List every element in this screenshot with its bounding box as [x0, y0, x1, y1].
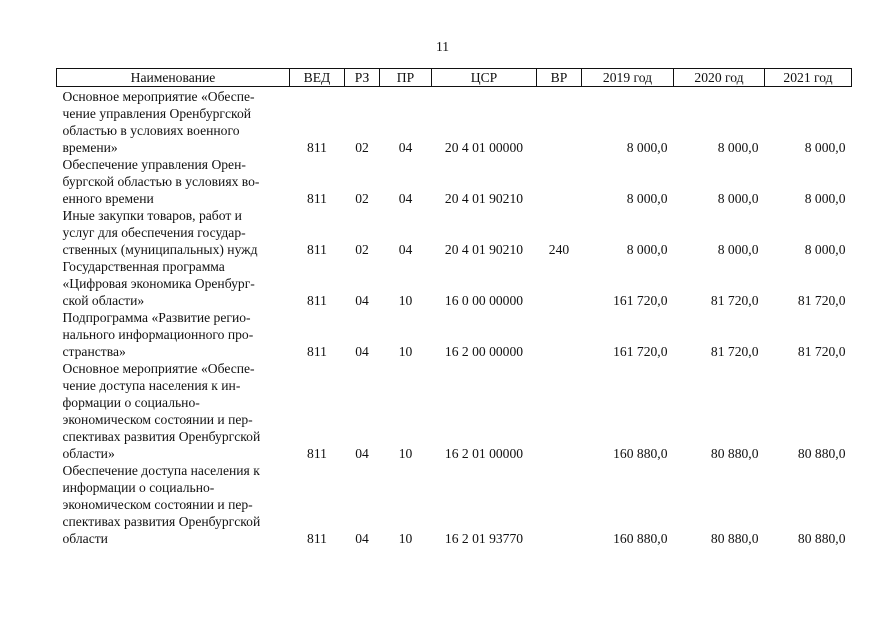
row-2019: 8 000,0 — [626, 242, 668, 257]
row-2020: 8 000,0 — [717, 191, 759, 206]
table-row — [57, 258, 852, 309]
row-vr — [537, 360, 582, 462]
row-name: Государственная программа «Цифровая экономика Оренбург- ской области» — [62, 259, 255, 308]
row-2021: 81 720,0 — [797, 293, 846, 308]
table-row — [57, 87, 852, 157]
row-vr — [537, 258, 582, 309]
row-pr: 10 — [398, 446, 413, 461]
row-ved: 811 — [307, 140, 327, 155]
table-row — [57, 360, 852, 462]
row-2020: 8 000,0 — [717, 140, 759, 155]
row-2019: 161 720,0 — [613, 344, 668, 359]
header-2020: 2020 год — [674, 69, 765, 87]
row-csr: 16 2 01 93770 — [444, 531, 524, 546]
row-2020: 8 000,0 — [717, 242, 759, 257]
row-2019: 161 720,0 — [613, 293, 668, 308]
header-name: Наименование — [57, 69, 290, 87]
header-ved: ВЕД — [290, 69, 345, 87]
row-csr: 20 4 01 90210 — [444, 191, 524, 206]
row-2020: 81 720,0 — [710, 293, 759, 308]
row-pr: 10 — [398, 293, 413, 308]
row-csr: 16 2 00 00000 — [444, 344, 524, 359]
row-csr: 16 0 00 00000 — [444, 293, 524, 308]
row-ved: 811 — [307, 446, 327, 461]
row-pr: 10 — [398, 344, 413, 359]
row-pr: 04 — [398, 242, 413, 257]
row-2021: 80 880,0 — [797, 446, 846, 461]
row-name: Обеспечение доступа населения к информации о социально- экономическом состоянии и пер- спективах развития Оренбургской области — [62, 463, 261, 546]
row-vr — [537, 309, 582, 360]
row-rz: 04 — [355, 446, 369, 461]
table-row — [57, 309, 852, 360]
row-name: Подпрограмма «Развитие регио- нального информационного про- странства» — [62, 310, 254, 359]
row-name: Иные закупки товаров, работ и услуг для обеспечения государ- ственных (муниципальных) нужд — [62, 208, 258, 257]
header-rz: РЗ — [345, 69, 380, 87]
row-2021: 8 000,0 — [804, 191, 846, 206]
row-name: Основное мероприятие «Обеспе- чение доступа населения к ин- формации о социально- экономическом состоянии и пер- спективах развития Оренбургской области» — [62, 361, 261, 461]
row-vr: 240 — [548, 242, 570, 257]
row-name: Обеспечение управления Орен- бургской областью в условиях во- енного времени — [62, 157, 260, 206]
row-2021: 8 000,0 — [804, 242, 846, 257]
row-rz: 04 — [355, 344, 369, 359]
header-2021: 2021 год — [765, 69, 852, 87]
header-vr: ВР — [537, 69, 582, 87]
table-header-row — [57, 69, 852, 87]
row-pr: 10 — [398, 531, 413, 546]
table-row — [57, 207, 852, 258]
row-2021: 80 880,0 — [797, 531, 846, 546]
row-rz: 02 — [355, 191, 369, 206]
row-2019: 8 000,0 — [626, 191, 668, 206]
row-pr: 04 — [398, 191, 413, 206]
row-csr: 20 4 01 90210 — [444, 242, 524, 257]
row-rz: 04 — [355, 531, 369, 546]
table-row — [57, 462, 852, 547]
row-2019: 8 000,0 — [626, 140, 668, 155]
row-ved: 811 — [307, 531, 327, 546]
row-ved: 811 — [307, 191, 327, 206]
row-rz: 02 — [355, 140, 369, 155]
row-csr: 20 4 01 00000 — [444, 140, 524, 155]
row-name: Основное мероприятие «Обеспе- чение управления Оренбургской областью в условиях военного времени» — [62, 89, 255, 155]
table-row — [57, 156, 852, 207]
header-pr: ПР — [380, 69, 432, 87]
row-2019: 160 880,0 — [613, 531, 668, 546]
row-2021: 81 720,0 — [797, 344, 846, 359]
page-number: 11 — [435, 39, 450, 54]
row-ved: 811 — [307, 293, 327, 308]
row-ved: 811 — [307, 344, 327, 359]
row-vr — [537, 156, 582, 207]
row-ved: 811 — [307, 242, 327, 257]
row-2020: 80 880,0 — [710, 446, 759, 461]
header-csr: ЦСР — [432, 69, 537, 87]
row-2020: 81 720,0 — [710, 344, 759, 359]
header-2019: 2019 год — [582, 69, 674, 87]
budget-table — [56, 68, 852, 547]
row-pr: 04 — [398, 140, 413, 155]
row-2019: 160 880,0 — [613, 446, 668, 461]
row-rz: 02 — [355, 242, 369, 257]
row-2020: 80 880,0 — [710, 531, 759, 546]
row-vr — [537, 87, 582, 157]
row-2021: 8 000,0 — [804, 140, 846, 155]
row-csr: 16 2 01 00000 — [444, 446, 524, 461]
row-rz: 04 — [355, 293, 369, 308]
row-vr — [537, 462, 582, 547]
